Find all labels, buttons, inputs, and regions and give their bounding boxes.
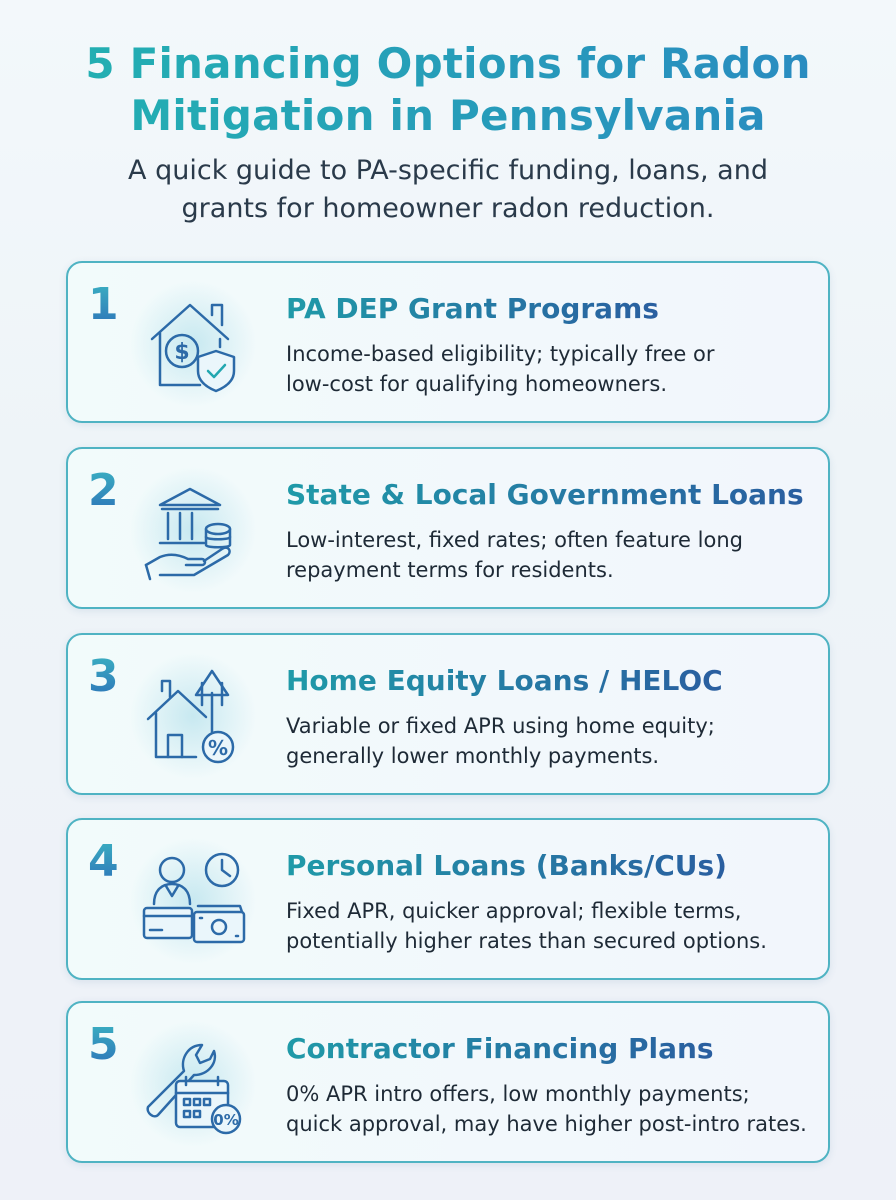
- house-dollar-shield-icon: [128, 281, 258, 407]
- wrench-calendar-percent-icon: [128, 1021, 258, 1147]
- description-line-2: repayment terms for residents.: [286, 558, 614, 582]
- option-title: PA DEP Grant Programs: [286, 292, 659, 325]
- option-number: 1: [88, 279, 119, 330]
- description-line-1: Fixed APR, quicker approval; flexible terms,: [286, 899, 742, 923]
- option-description: [286, 339, 826, 399]
- option-number: 5: [88, 1019, 119, 1070]
- option-title: State & Local Government Loans: [286, 478, 804, 511]
- svg-text:0%: 0%: [213, 1111, 239, 1129]
- option-card-1: [66, 261, 830, 423]
- option-title: Contractor Financing Plans: [286, 1032, 714, 1065]
- option-card-5: [66, 1001, 830, 1163]
- description-line-2: potentially higher rates than secured options.: [286, 929, 767, 953]
- option-description: [286, 896, 826, 956]
- description-line-2: generally lower monthly payments.: [286, 744, 660, 768]
- description-line-2: quick approval, may have higher post-intro rates.: [286, 1112, 807, 1136]
- description-line-2: low-cost for qualifying homeowners.: [286, 372, 668, 396]
- svg-text:%: %: [207, 736, 229, 760]
- svg-text:$: $: [174, 340, 190, 365]
- description-line-1: 0% APR intro offers, low monthly payments;: [286, 1082, 750, 1106]
- option-card-2: [66, 447, 830, 609]
- option-description: [286, 525, 826, 585]
- option-title: Personal Loans (Banks/CUs): [286, 849, 727, 882]
- description-line-1: Variable or fixed APR using home equity;: [286, 714, 715, 738]
- subtitle-line-2: grants for homeowner radon reduction.: [181, 193, 715, 224]
- option-card-3: [66, 633, 830, 795]
- page-subtitle: [0, 152, 896, 228]
- option-number: 3: [88, 651, 119, 702]
- option-title: Home Equity Loans / HELOC: [286, 664, 723, 697]
- page-title: [0, 38, 896, 142]
- bank-hand-coins-icon: [128, 467, 258, 593]
- title-line-2: Mitigation in Pennsylvania: [130, 91, 766, 140]
- option-card-4: [66, 818, 830, 980]
- option-description: [286, 1079, 826, 1139]
- house-arrow-percent-icon: [128, 653, 258, 779]
- description-line-1: Income-based eligibility; typically free or: [286, 342, 715, 366]
- option-description: [286, 711, 826, 771]
- title-line-1: 5 Financing Options for Radon: [85, 39, 811, 88]
- option-number: 4: [88, 836, 119, 887]
- option-number: 2: [88, 465, 119, 516]
- description-line-1: Low-interest, fixed rates; often feature long: [286, 528, 743, 552]
- subtitle-line-1: A quick guide to PA-specific funding, loans, and: [128, 155, 768, 186]
- person-clock-cash-icon: [128, 838, 258, 964]
